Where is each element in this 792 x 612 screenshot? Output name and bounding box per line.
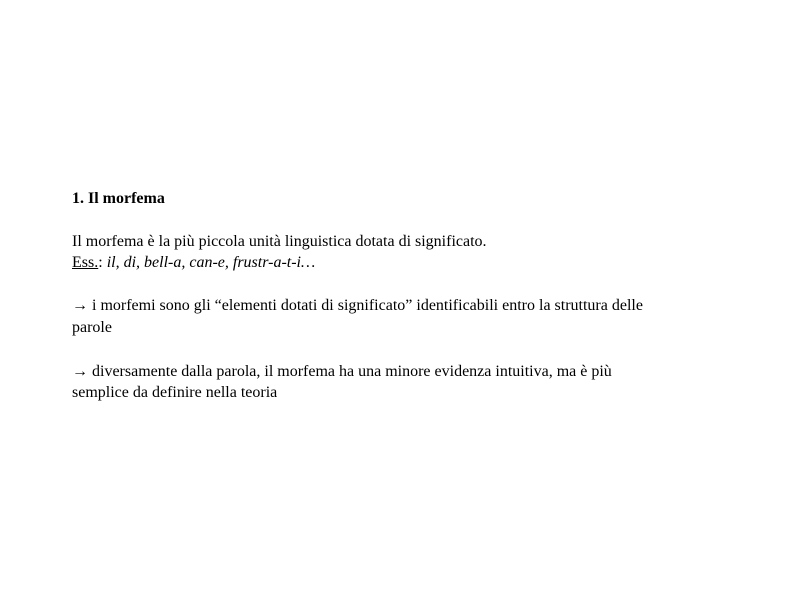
definition-prefix: Il	[72, 233, 86, 250]
point1-line2: parole	[72, 319, 112, 336]
point2-line1: → diversamente dalla parola, il morfema ha una minore evidenza intuitiva, ma è più	[72, 363, 612, 380]
examples-label: Ess.	[72, 254, 99, 271]
definition-line	[72, 232, 487, 252]
point2-line2: semplice da definire nella teoria	[72, 384, 278, 401]
examples-line	[72, 253, 315, 273]
examples-colon: :	[98, 254, 107, 271]
definition-rest: è la più piccola unità linguistica dotata di significato.	[143, 233, 487, 250]
section-heading: 1. Il morfema	[72, 190, 165, 207]
point1-line1: → i morfemi sono gli “elementi dotati di significato” identificabili entro la struttura delle	[72, 297, 643, 314]
definition-term: morfema	[85, 233, 144, 250]
examples-items: il, di, bell-a, can-e, frustr-a-t-i…	[106, 254, 316, 271]
